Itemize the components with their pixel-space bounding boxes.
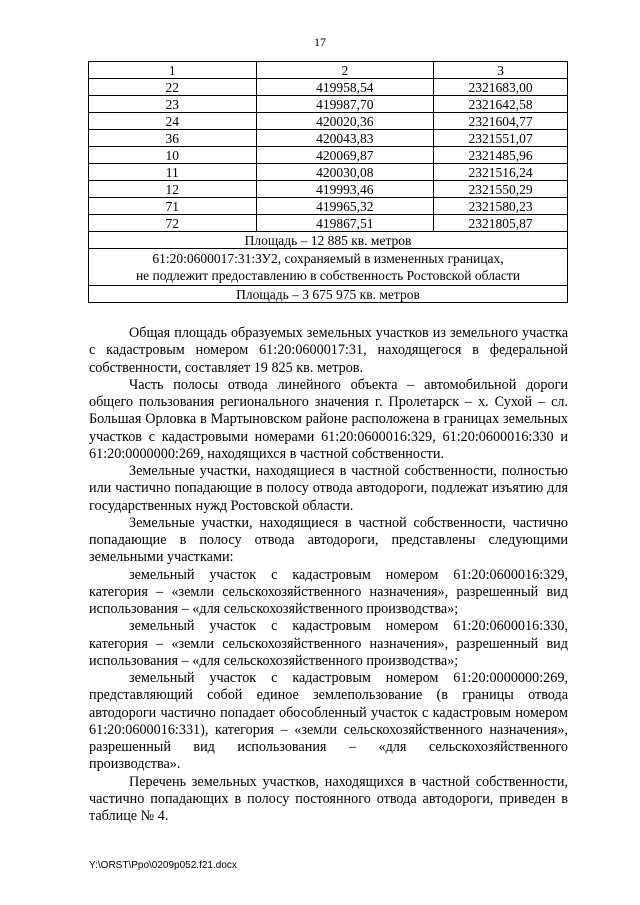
coord-x: 419993,46 [256,181,434,198]
area-row [89,286,568,303]
paragraph-table-4-reference: Перечень земельных участков, находящихся в частной собственности, частично попадающих в полосу постоянного отвода автодороги, приведен в таблице № 4. [89,773,568,824]
area-row [89,232,568,249]
coord-x: 419958,54 [256,79,434,96]
table-row [89,96,568,113]
point-number: 71 [89,198,257,215]
point-number: 11 [89,164,257,181]
coord-x: 420020,36 [256,113,434,130]
table-row [89,164,568,181]
coord-x: 419987,70 [256,96,434,113]
header-cell-1: 1 [89,62,257,79]
point-number: 10 [89,147,257,164]
paragraph-parcel-329: земельный участок с кадастровым номером 61:20:0600016:329, категория – «земли сельскохозяйственного назначения», разрешенный вид использования – «для сельскохозяйственного производства»; [89,566,568,617]
point-number: 22 [89,79,257,96]
coord-y: 2321604,77 [434,113,568,130]
coord-x: 420030,08 [256,164,434,181]
body-text [89,325,568,825]
area-3675975: Площадь – 3 675 975 кв. метров [89,286,568,303]
paragraph-parcels-intro: Земельные участки, находящиеся в частной собственности, частично попадающие в полосу отвода автодороги, представлены следующими земельными участками: [89,514,568,566]
coordinates-table [88,61,568,303]
coord-x: 420043,83 [256,130,434,147]
coord-y: 2321683,00 [434,79,568,96]
parcel-note-row [89,249,568,286]
header-cell-2: 2 [256,62,434,79]
point-number: 12 [89,181,257,198]
coord-y: 2321805,87 [434,215,568,232]
coord-y: 2321580,23 [434,198,568,215]
header-cell-3: 3 [434,62,568,79]
table-header-row [89,62,568,79]
page-number: 17 [314,35,326,49]
table-row [89,113,568,130]
paragraph-parcel-269: земельный участок с кадастровым номером 61:20:0000000:269, представляющий собой единое землепользование (в границы отвода автодороги частично попадает обособленный участок с кадастровым номером 61:20:0600016:331), категория – «земли сельскохозяйственного назначения», разрешенный вид использования – «для сельскохозяйственного производства». [89,670,568,773]
parcel-note [89,249,568,286]
coord-y: 2321642,58 [434,96,568,113]
table-row [89,147,568,164]
coord-x: 420069,87 [256,147,434,164]
table-row [89,215,568,232]
point-number: 72 [89,215,257,232]
paragraph-parcel-330: земельный участок с кадастровым номером 61:20:0600016:330, категория – «земли сельскохозяйственного назначения», разрешенный вид использования – «для сельскохозяйственного производства»; [89,618,568,669]
area-12885: Площадь – 12 885 кв. метров [89,232,568,249]
point-number: 24 [89,113,257,130]
coord-x: 419867,51 [256,215,434,232]
paragraph-road-strip: Часть полосы отвода линейного объекта – автомобильной дороги общего пользования регионального значения г. Пролетарск – х. Сухой – сл. Большая Орловка в Мартыновском районе расположена в границах земельных участков с кадастровыми номерами 61:20:0600016:329, 61:20:0600016:330 и 61:20:0000000:269, находящихся в частной собственности. [89,376,568,462]
table-row [89,198,568,215]
coord-y: 2321550,29 [434,181,568,198]
coord-x: 419965,32 [256,198,434,215]
coord-y: 2321551,07 [434,130,568,147]
table-row [89,79,568,96]
parcel-note-line-2: не подлежит предоставлению в собственность Ростовской области [135,268,521,283]
paragraph-total-area: Общая площадь образуемых земельных участков из земельного участка с кадастровым номером 61:20:0600017:31, находящегося в федеральной собственности, составляет 19 825 кв. метров. [89,325,568,376]
point-number: 23 [89,96,257,113]
table-row [89,181,568,198]
point-number: 36 [89,130,257,147]
coord-y: 2321485,96 [434,147,568,164]
coordinates-table-body [89,62,568,303]
coord-y: 2321516,24 [434,164,568,181]
table-row [89,130,568,147]
footer-file-path: Y:\ORST\Ppo\0209p052.f21.docx [89,860,237,871]
paragraph-seizure: Земельные участки, находящиеся в частной собственности, полностью или частично попадающие в полосу отвода автодороги, подлежат изъятию для государственных нужд Ростовской области. [89,463,568,514]
parcel-note-line-1: 61:20:0600017:31:ЗУ2, сохраняемый в измененных границах, [152,251,504,266]
